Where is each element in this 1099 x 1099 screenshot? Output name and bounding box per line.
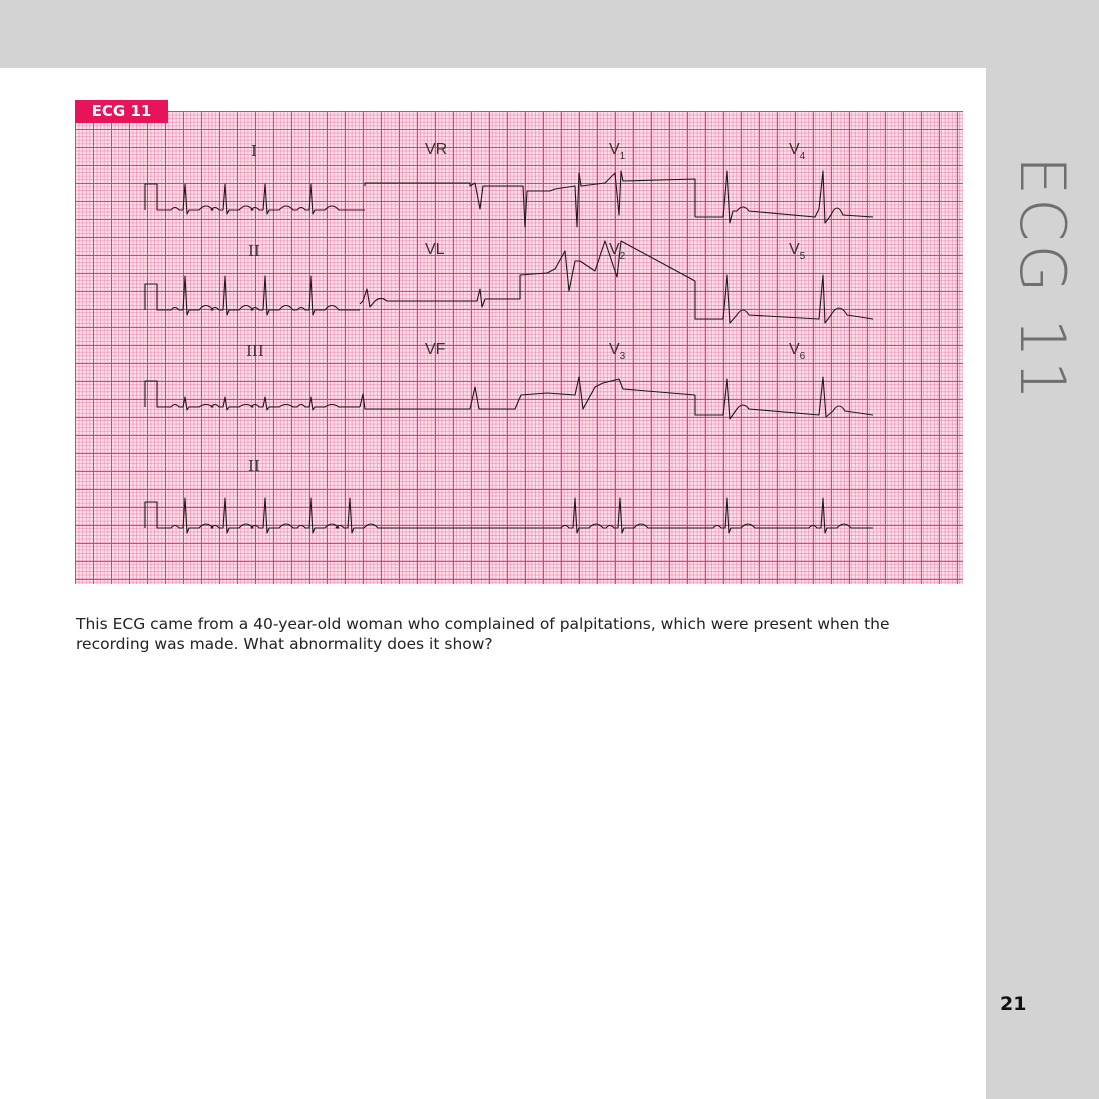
- question-caption: This ECG came from a 40-year-old woman who complained of palpitations, which were present when the recording was made. What abnormality does it show?: [76, 615, 890, 653]
- trace-lead-vf-v3: [360, 377, 695, 409]
- top-header-band: [0, 0, 1099, 68]
- trace-lead-v1: [550, 171, 695, 227]
- page-number: 21: [1000, 993, 1027, 1015]
- trace-lead-vl-v2: [360, 241, 695, 307]
- lead-label-vl: VL: [425, 241, 445, 258]
- trace-lead-ii: [145, 276, 360, 315]
- lead-label-v6: $V_6$: [789, 341, 806, 362]
- lead-label-iii: III: [246, 342, 264, 360]
- lead-label-rhythm-ii: II: [248, 457, 260, 475]
- lead-label-v5: $V_5$: [789, 241, 806, 262]
- lead-label-v1: $V_1$: [609, 141, 626, 162]
- lead-label-i: I: [251, 142, 257, 160]
- ecg-badge: ECG 11: [75, 100, 168, 123]
- trace-rhythm-ii: [145, 498, 873, 533]
- lead-label-ii: II: [248, 242, 260, 260]
- lead-label-v4: $V_4$: [789, 141, 806, 162]
- lead-label-v2: $V_2$: [609, 241, 626, 262]
- trace-lead-iii: [145, 381, 360, 410]
- ecg-traces: [75, 111, 963, 584]
- trace-lead-i: [145, 184, 365, 214]
- lead-label-v3: $V_3$: [609, 341, 626, 362]
- trace-lead-v4: [695, 171, 873, 223]
- lead-label-vr: VR: [425, 141, 448, 158]
- trace-lead-vr: [365, 183, 550, 227]
- trace-lead-v6: [695, 377, 873, 419]
- trace-lead-v5: [695, 275, 873, 323]
- side-chapter-title: ECG 11: [1006, 156, 1079, 404]
- lead-label-vf: VF: [425, 341, 446, 358]
